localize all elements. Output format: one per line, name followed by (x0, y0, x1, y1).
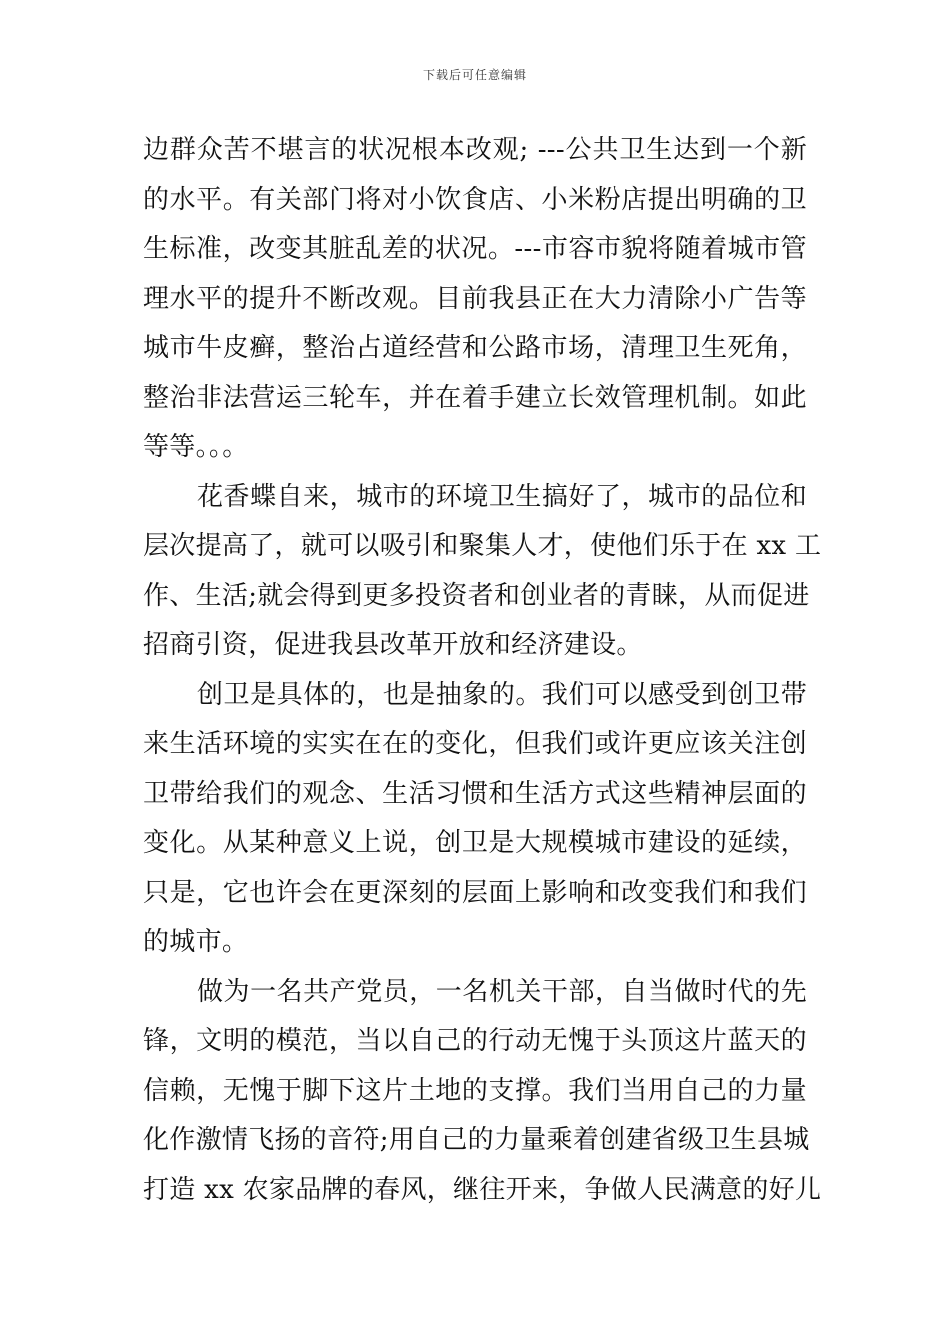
text-line: 信赖，无愧于脚下这片土地的支撑。我们当用自己的力量 (143, 1075, 807, 1106)
text-line: 等等。。。 (143, 432, 249, 462)
text-line: 化作激情飞扬的音符;用自己的力量乘着创建省级卫生县城 (143, 1125, 810, 1155)
text-line: 来生活环境的实实在在的变化，但我们或许更应该关注创 (143, 729, 807, 759)
document-body (143, 126, 822, 1215)
text-line: 层次提高了，就可以吸引和聚集人才，使他们乐于在 xx 工 (143, 531, 822, 561)
text-line: 变化。从某种意义上说，创卫是大规模城市建设的延续， (143, 828, 807, 858)
text-line: 做为一名共产党员，一名机关干部，自当做时代的先 (197, 976, 807, 1007)
page-header: 下载后可任意编辑 (422, 68, 527, 82)
text-line: 只是，它也许会在更深刻的层面上影响和改变我们和我们 (143, 877, 807, 908)
text-line: 招商引资，促进我县改革开放和经济建设。 (143, 630, 643, 660)
text-line: 创卫是具体的，也是抽象的。我们可以感受到创卫带 (197, 679, 807, 710)
text-line: 边群众苦不堪言的状况根本改观; ---公共卫生达到一个新 (143, 135, 807, 165)
text-line: 锋，文明的模范，当以自己的行动无愧于头顶这片蓝天的 (143, 1026, 807, 1056)
text-line: 整治非法营运三轮车，并在着手建立长效管理机制。如此 (143, 382, 807, 413)
text-line: 的城市。 (143, 927, 249, 957)
text-line: 打造 xx 农家品牌的春风，继往开来，争做人民满意的好儿 (143, 1174, 822, 1205)
text-line: 作、生活;就会得到更多投资者和创业者的青睐，从而促进 (143, 580, 810, 611)
text-line: 花香蝶自来，城市的环境卫生搞好了，城市的品位和 (197, 481, 807, 512)
text-line: 城市牛皮癣，整治占道经营和公路市场，清理卫生死角， (143, 333, 807, 363)
text-line: 的水平。有关部门将对小饮食店、小米粉店提出明确的卫 (143, 184, 807, 215)
text-line: 理水平的提升不断改观。目前我县正在大力清除小广告等 (143, 283, 807, 314)
text-line: 卫带给我们的观念、生活习惯和生活方式这些精神层面的 (143, 778, 807, 809)
text-line: 生标准，改变其脏乱差的状况。---市容市貌将随着城市管 (143, 234, 807, 264)
